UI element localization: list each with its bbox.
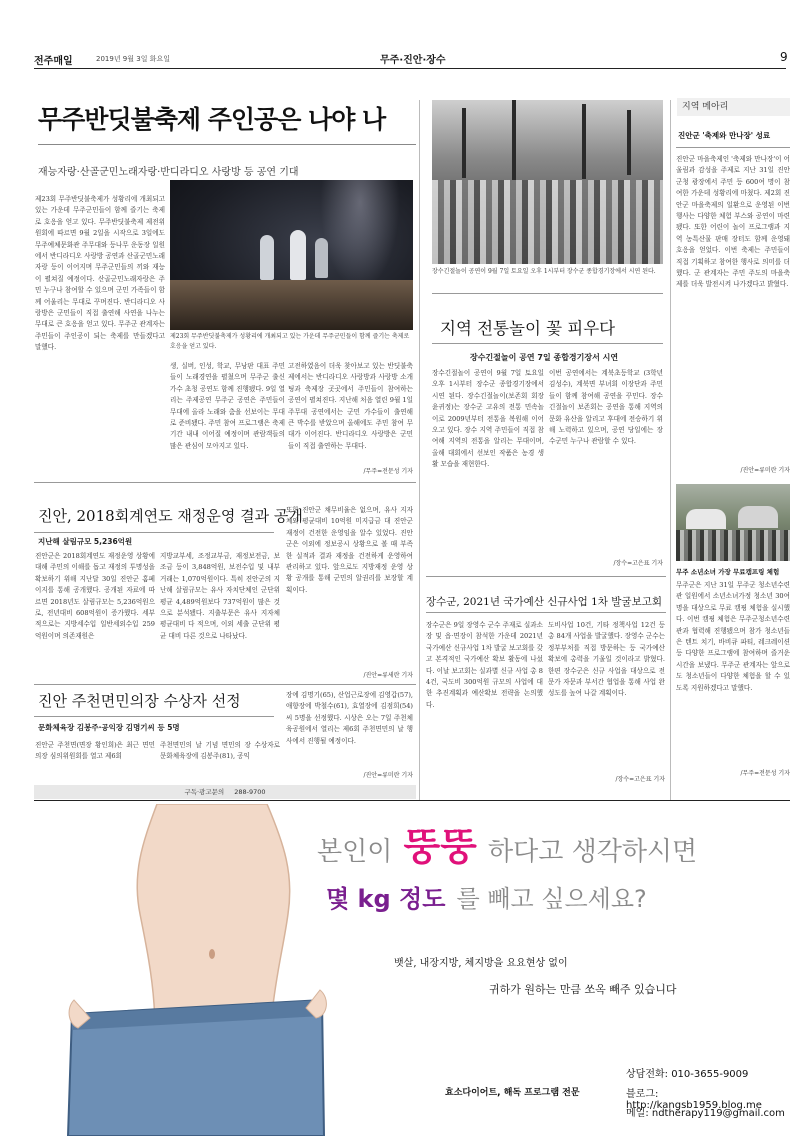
stage-light <box>320 180 400 290</box>
flag-banner <box>582 104 586 179</box>
youth-byline: /무주=전문성 기자 <box>740 770 790 777</box>
lead-headline-rule <box>38 144 416 145</box>
traditional-body-col2: 이번 공연에서는 계북초등학교 (3학년 김성수), 계북면 부녀회 이장단과 주민들이 함께 참여해 공연을 꾸민다. 장수긴절놀이 보존회는 공연을 통해 지역의 문화 유산을 알리고 후대에 전승하기 위해 노력하고 있으며, 공연 당일에는 장수군민 누구나 관람할 수 있다. <box>549 369 663 446</box>
budget-body-col1: 장수군은 9일 장영수 군수 주재로 실과소장 및 읍·면장이 참석한 가운데 2021년 국가예산 신규사업 1차 발굴 보고회를 갖고 본격적인 국가예산 확보 활동에 나섰다. 이날 보고회는 실과별 신규 사업 총 84건, 국도비 300억원 규모의 사업에 대한 추진계획과 예산확보 전략을 논의했다. <box>426 621 543 709</box>
page-header <box>28 46 788 68</box>
award-byline: /진안=류미란 기자 <box>363 772 413 779</box>
traditional-byline: /장수=고은표 기자 <box>613 560 663 567</box>
traditional-headline-rule <box>432 343 663 344</box>
finance-body-col1: 진안군은 2018회계연도 재정운영 상황에 대해 주민의 이해를 돕고 재정의 투명성을 확보하기 위해 지난달 30일 진안군 홈페이지를 통해 공개했다. 공개된 자료에 따르면 2018년도 살림규모는 5,236억원으로, 전년대비 608억원이 증가했다. 세부적으로는 지방세수입 일반세외수입 259억원이며 의존재원은 <box>35 552 155 640</box>
column-body: 진안군 마을축제인 '축제와 만나장'이 어울림과 감성을 주제로 지난 31일 진안군청 광장에서 주민 등 600여 명이 참여한 가운데 성황리에 마쳤다. 제2회 진안군 마을축제의 일환으로 운영된 이번 행사는 다양한 체험 부스와 공연이 마련됐다. 또한 어린이 놀이 프로그램과 지역 농특산물 판매 장터도 함께 운영돼 호응을 얻었다. 이번 축제는 주민들이 직접 기획하고 참여한 행사로 의미를 더했다. 군 관계자는 주민 주도의 마을축제를 더욱 발전시켜 나가겠다고 밝혔다. <box>676 155 790 289</box>
lead-photo-caption: 제23회 무주반딧불축제가 성황리에 개최되고 있는 가운데 무주군민들이 함께 즐기는 축제로 호응을 얻고 있다. <box>170 333 410 350</box>
page-number: 9 <box>780 50 788 64</box>
ad-contact-phone: 상담전화: 010-3655-9009 <box>626 1069 749 1080</box>
finance-body-col3: 또한 진안군 채무비율은 없으며, 유사 지자체와 평균대비 10억원 미지급금 대 진안군 재정이 건전한 운영임을 알수 있었다. 진안군은 이외에 정보공시 상황으로 볼 때 부족한 실적과 결과 재정을 건전하게 운영하여 관리하고 있다. 앞으로도 지방재정 운영 상황 공개를 통해 군민의 알권리를 보장할 계획이다. <box>286 506 413 594</box>
performer-figure <box>260 235 274 280</box>
ad-tagline2: 귀하가 원하는 만큼 쏘옥 빼주 있습니다 <box>489 983 677 996</box>
column-divider-right <box>670 100 671 800</box>
budget-body-col2: 도비사업 10건, 기타 정책사업 12건 등 총 84개 사업을 발굴했다. 장영수 군수는 정부부처를 직접 방문하는 등 국가예산 확보에 총력을 기울일 것이라고 밝혔다. 한편 장수군은 신규 사업을 대상으로 전문가 자문과 부서간 협업을 통해 사업 완성도를 높여 나갈 계획이다. <box>548 621 665 698</box>
finance-rule <box>34 532 274 533</box>
ad-line2 <box>326 879 786 914</box>
award-body-col2: 주천면민의 날 기념 면민의 장 수상자로 문화체육장에 김봉주(81), 공익 <box>160 741 280 761</box>
column-label-text: 지역 메아리 <box>682 102 729 112</box>
column-label <box>677 98 790 116</box>
subscription-bar <box>34 785 416 799</box>
stage-floor <box>170 280 413 330</box>
ad-line1-end: 하다고 생각하시면 <box>487 837 698 867</box>
flag-banner <box>627 110 631 175</box>
ad-line1-start: 본인이 <box>317 837 393 867</box>
traditional-body-col1: 장수긴절놀이 공연이 9월 7일 토요일 오후 1시부터 장수군 종합경기장에서 시연 된다. 장수긴절놀이(보존회 회장 윤귀정)는 장수군 고유의 전통 민속놀이로 2009년부터 전통을 복원해 이어오고 있다. 장수 지역 주민들이 직접 참여해 지역의 전통을 알리는 무대이며, 올해 대회에서 선보인 작품은 농경 생활 모습을 재현한다. <box>432 369 544 469</box>
subscription-label: 구독·광고문의 <box>184 788 225 796</box>
lead-stage-photo <box>170 180 413 330</box>
navel <box>209 949 215 959</box>
ad-highlight-kg: 몇 kg 정도 <box>326 885 446 913</box>
budget-byline: /장수=고은표 기자 <box>615 776 665 783</box>
column-divider-left <box>419 100 420 800</box>
group-of-children <box>676 530 790 561</box>
lead-body-col2: 생, 실버, 인성, 학교, 무낭판 대표 주민들이 노래경연을 펼쳤으며 무주군 출신 가수 초청 공연도 함께 진행됐다. 9일 열리는 주제공연 무주군 공연은 주민들이 무대에 올라 노래와 춤을 선보이는 무대로 준비됐다. 주민 참여 프로그램은 축제 기간 내내 이어질 예정이며 관람객들의 많은 관심이 모아지고 있다. <box>170 362 285 450</box>
flag-banner <box>512 100 516 180</box>
lead-body-col3: 고전하였음이 더욱 찾아보고 있는 반딧불축제에서는 반디라디오 사랑방과 사랑방 소개팅과 축제장 곳곳에서 주민들이 참여하는 공연이 펼쳐진다. 지난해 처음 열린 9월 1일 주무대 공연에서는 군민 가수들이 출연해 큰 박수를 받았으며 올해에도 주민 참여 무대가 이어진다. 반디라디오 사랑방은 군민들이 직접 출연하는 무대다. <box>288 362 413 450</box>
finance-headline: 진안, 2018회계연도 재정운영 결과 공개 <box>38 507 303 525</box>
tent <box>738 506 778 528</box>
issue-date: 2019년 9월 3일 화요일 <box>96 55 170 63</box>
award-rule <box>34 716 274 717</box>
header-divider <box>34 68 786 69</box>
lead-subhead: 재능자랑·산골군민노래자랑·반디라디오 사랑방 등 공연 기대 <box>38 167 299 178</box>
traditional-photo <box>432 100 663 264</box>
award-body-col1: 진안군 주천면(면장 황인희)은 최근 면민의장 심의위원회를 열고 제6회 <box>35 741 155 761</box>
ad-highlight-fat: 뚱뚱 <box>403 825 477 869</box>
newspaper-name: 전주매일 <box>34 56 73 67</box>
ad-tagline1: 뱃살, 내장지방, 체지방을 요요현상 없이 <box>394 958 568 969</box>
column-title: 진안군 '축제와 만나장' 성료 <box>678 131 771 140</box>
subscription-phone: 288-9700 <box>234 788 266 796</box>
crowd <box>432 180 663 264</box>
youth-body: 무주군은 지난 31일 무주군 청소년수련관 일원에서 소년소녀가정 청소년 30여 명을 대상으로 무료 캠핑 체험을 실시했다. 이번 캠핑 체험은 무주군청소년수련관과 협력해 진행됐으며 참가 청소년들은 텐트 치기, 바비큐 파티, 레크레이션 등 다양한 프로그램에 참여하며 즐거운 시간을 보냈다. 무주군 관계자는 앞으로도 청소년들이 다양한 체험을 할 수 있도록 지원하겠다고 말했다. <box>676 581 790 692</box>
column-title-rule <box>676 147 790 148</box>
finance-subhead: 지난해 살림규모 5,236억원 <box>38 537 133 546</box>
lead-headline: 무주반딧불축제 주인공은 나야 나 <box>38 105 386 134</box>
youth-camp-photo <box>676 484 790 561</box>
finance-body-col2: 지방교부세, 조정교부금, 재정보전금, 보조금 등이 3,848억원, 보전수입 및 내부거래는 1,070억원이다. 특히 진안군의 지난해 살림규모는 유사 자치단체인 군단위 평균 4,489억원보다 737억원이 많은 것으로 분석됐다. 지출부문은 유사 지자체 평균대비 다 적으며, 이외 세출 군단위 평균 대비 다른 것으로 나타났다. <box>160 552 280 640</box>
performer-figure <box>315 238 328 278</box>
column-byline: /진안=류미란 기자 <box>740 467 790 474</box>
ad-line2-end: 를 빼고 싶으세요? <box>456 885 647 913</box>
ad-line1 <box>317 816 787 871</box>
slim-body-illustration <box>62 804 332 1136</box>
performer-figure <box>290 230 306 280</box>
ad-company: 효소다이어트, 해독 프로그램 전문 <box>445 1088 580 1098</box>
budget-rule <box>426 612 666 613</box>
award-subhead: 문화체육장 김봉주·공익장 김명기씨 등 5명 <box>38 723 180 732</box>
traditional-photo-caption: 장수긴절놀이 공연이 9월 7일 토요일 오후 1시부터 장수군 종합경기장에서 시연 된다. <box>432 268 656 275</box>
ad-contact-blog[interactable]: 블로그: http://kangsb1959.blog.me <box>626 1089 762 1111</box>
finance-bottom-rule <box>34 684 416 685</box>
traditional-bottom-rule <box>426 576 666 577</box>
award-headline: 진안 주천면민의장 수상자 선정 <box>38 692 241 710</box>
youth-caption: 무주 소년소녀 가장 무료캠프링 체험 <box>676 568 780 576</box>
finance-byline: /진안=류세란 기자 <box>363 672 413 679</box>
traditional-subhead: 장수긴절놀이 공연 7일 종합경기장서 시연 <box>470 353 619 362</box>
lead-body-col1: 제23회 무주반딧불축제가 성황리에 개최되고 있는 가운데 무주군민들이 함께 즐기는 축제로 호응을 얻고 있다. 무주반딧불축제 제전위원회에 따르면 9월 2일을 시작으로 3일에도 무주예체문화관 주무대와 등나무 운동장 일원에서 반디라디오 사랑방 공연과 산골군민노래자랑 등이 이어지며 무주군민들의 끼와 재능이 펼쳐질 예정이다. 산골군민노래자랑은 주민 누구나 참여할 수 있으며 군민 가족들이 함께 어울리는 무대로 꾸며진다. 반디라디오 사랑방은 군민들이 직접 출연해 사연을 나누는 무대로 큰 호응을 얻고 있다. 무주군 관계자는 주민들이 주인공이 되는 축제를 만들겠다고 말했다. <box>35 195 165 352</box>
award-body-col3: 장에 김명기(65), 산업근로장에 김영갑(57), 애향장에 박철수(61), 효열장에 김점희(54)씨 5명을 선정했다. 시상은 오는 7일 주천체육공원에서 열리는 제6회 주천면민의 날 행사에서 진행될 예정이다. <box>286 691 413 745</box>
traditional-headline: 지역 전통놀이 꽃 피우다 <box>440 319 616 338</box>
flag-banner <box>462 108 466 178</box>
budget-headline: 장수군, 2021년 국가예산 신규사업 1차 발굴보고회 <box>426 596 663 608</box>
lead-byline: /무주=전문성 기자 <box>363 468 413 475</box>
section-title: 무주·진안·장수 <box>380 55 446 66</box>
tent <box>686 509 726 529</box>
ad-top-rule <box>34 800 790 801</box>
traditional-rule <box>432 293 663 294</box>
ad-contact-email[interactable]: 메일: ndtherapy119@gmail.com <box>626 1108 785 1119</box>
lead-bottom-rule <box>34 482 416 483</box>
diet-advertisement <box>34 804 790 1136</box>
